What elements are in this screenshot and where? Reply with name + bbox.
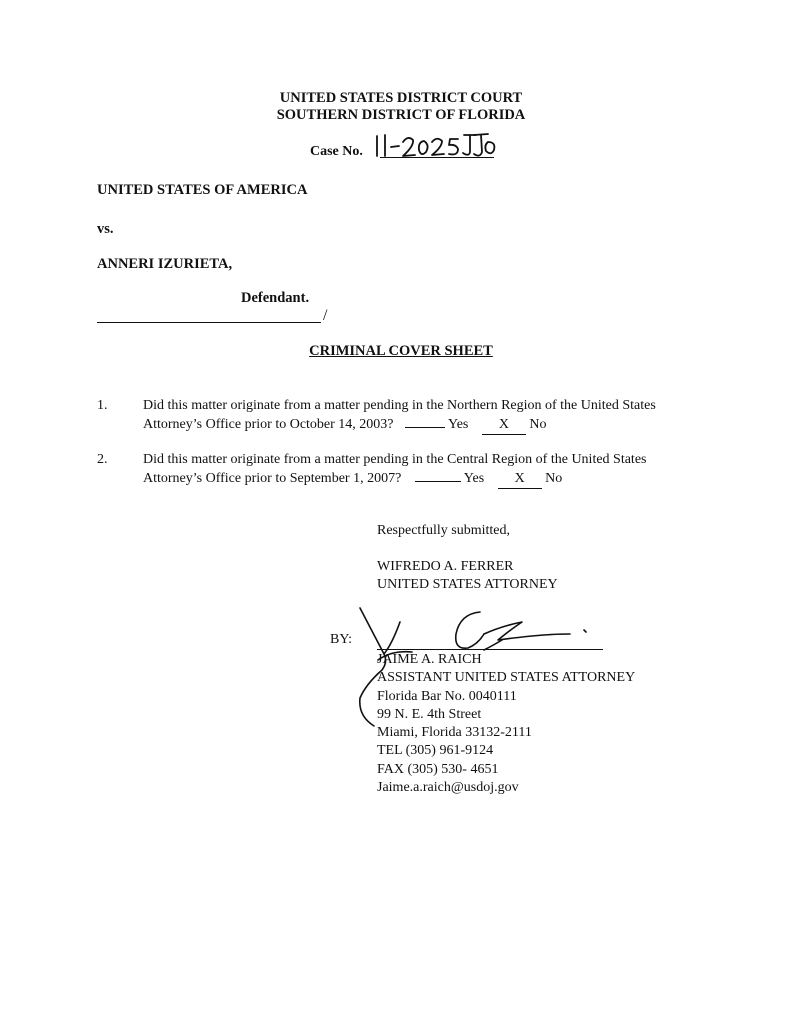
signer-name: JAIME A. RAICH xyxy=(377,652,482,667)
versus-label: vs. xyxy=(97,221,114,237)
question-text: Did this matter originate from a matter pending in the Northern Region of the United States xyxy=(143,398,656,413)
caption-slash: / xyxy=(323,307,328,324)
question-text-continued: Attorney’s Office prior to October 14, 2003? xyxy=(143,417,394,432)
yes-label: Yes xyxy=(448,417,469,432)
attorney-name: WIFREDO A. FERRER xyxy=(377,559,514,574)
court-name: UNITED STATES DISTRICT COURT xyxy=(279,90,523,106)
by-label: BY: xyxy=(330,632,353,647)
question-text-continued: Attorney’s Office prior to September 1, 2007? xyxy=(143,471,402,486)
street-address: 99 N. E. 4th Street xyxy=(377,706,482,722)
question-answer-line xyxy=(143,415,723,435)
yes-label: Yes xyxy=(463,471,485,486)
no-mark: X xyxy=(482,416,526,435)
defendant-name: ANNERI IZURIETA, xyxy=(97,256,233,272)
yes-blank xyxy=(405,415,445,428)
no-label: No xyxy=(545,471,563,486)
attorney-title: UNITED STATES ATTORNEY xyxy=(377,577,558,592)
signer-title: ASSISTANT UNITED STATES ATTORNEY xyxy=(377,670,636,686)
caption-rule xyxy=(97,322,321,323)
question-answer-line xyxy=(143,469,723,489)
defendant-label: Defendant. xyxy=(241,290,310,306)
question-number: 2. xyxy=(97,452,108,467)
question-text: Did this matter originate from a matter pending in the Central Region of the United States xyxy=(143,452,647,467)
document-title: CRIMINAL COVER SHEET xyxy=(309,343,493,359)
case-number-handwritten xyxy=(372,130,496,160)
email: Jaime.a.raich@usdoj.gov xyxy=(377,780,519,796)
telephone: TEL (305) 961-9124 xyxy=(377,743,494,759)
plaintiff-name: UNITED STATES OF AMERICA xyxy=(97,182,308,198)
fax: FAX (305) 530- 4651 xyxy=(377,761,499,777)
city-state-zip: Miami, Florida 33132-2111 xyxy=(377,725,532,741)
case-number-label: Case No. xyxy=(310,144,363,159)
district-name: SOUTHERN DISTRICT OF FLORIDA xyxy=(276,107,526,123)
closing-text: Respectfully submitted, xyxy=(377,523,510,538)
handwritten-signature xyxy=(352,604,612,734)
question-number: 1. xyxy=(97,398,108,413)
yes-blank xyxy=(415,469,461,482)
no-label: No xyxy=(529,417,547,432)
question-item xyxy=(143,451,723,489)
bar-number: Florida Bar No. 0040111 xyxy=(377,688,517,704)
court-header xyxy=(0,90,794,124)
question-item xyxy=(143,397,723,435)
case-number-underline xyxy=(380,157,494,158)
no-mark: X xyxy=(498,470,542,489)
